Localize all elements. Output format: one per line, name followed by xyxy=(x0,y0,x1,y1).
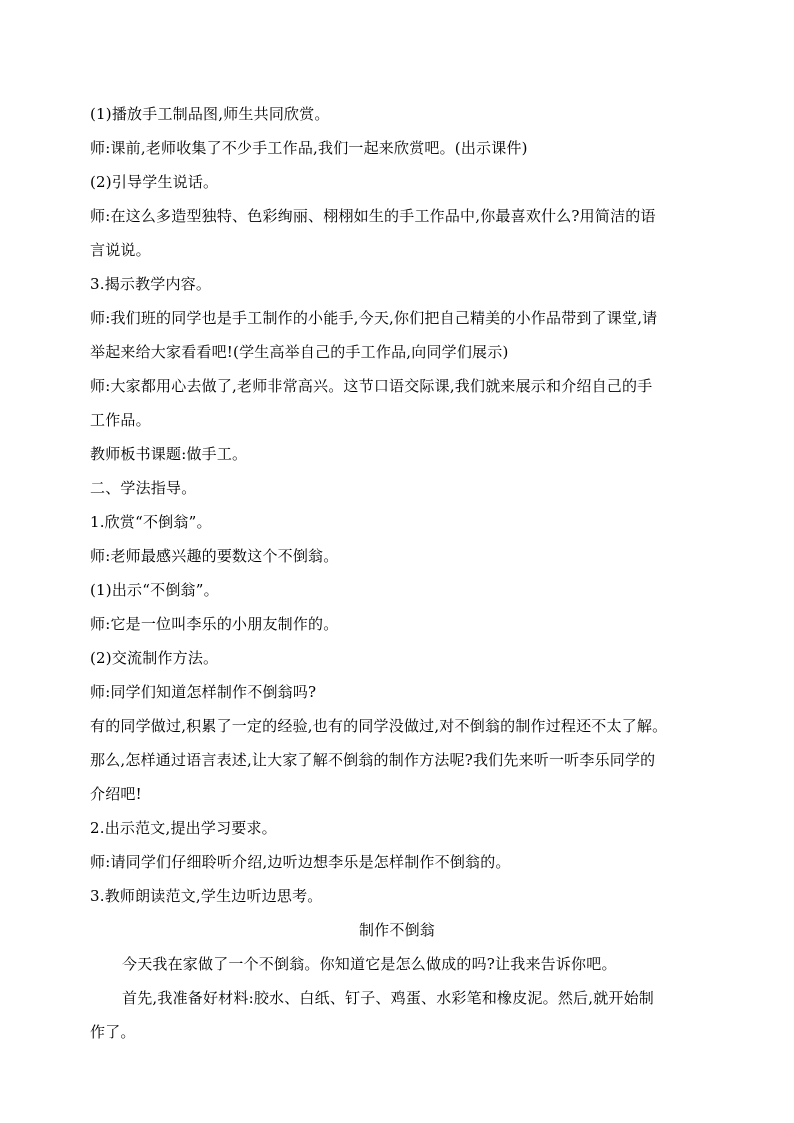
text-line: 言说说。 xyxy=(90,241,151,259)
text-line: 师:它是一位叫李乐的小朋友制作的。 xyxy=(90,615,339,633)
text-line: 师:在这么多造型独特、色彩绚丽、栩栩如生的手工作品中,你最喜欢什么?用简洁的语 xyxy=(90,207,656,225)
text-line: 师:课前,老师收集了不少手工作品,我们一起来欣赏吧。(出示课件) xyxy=(90,139,528,157)
text-line: 2.出示范文,提出学习要求。 xyxy=(90,819,277,837)
text-line: 师:我们班的同学也是手工制作的小能手,今天,你们把自己精美的小作品带到了课堂,请 xyxy=(90,309,658,327)
document-page xyxy=(90,97,704,1049)
text-line: 师:老师最感兴趣的要数这个不倒翁。 xyxy=(90,547,339,565)
text-line: 师:大家都用心去做了,老师非常高兴。这节口语交际课,我们就来展示和介绍自己的手 xyxy=(90,377,653,395)
text-line: (2)引导学生说话。 xyxy=(90,173,219,191)
text-line: 介绍吧! xyxy=(90,785,142,803)
essay-title: 制作不倒翁 xyxy=(358,921,435,939)
text-line: 那么,怎样通过语言表述,让大家了解不倒翁的制作方法呢?我们先来听一听李乐同学的 xyxy=(90,751,656,769)
essay-paragraph: 首先,我准备好材料:胶水、白纸、钉子、鸡蛋、水彩笔和橡皮泥。然后,就开始制 xyxy=(122,989,654,1007)
essay-paragraph: 今天我在家做了一个不倒翁。你知道它是怎么做成的吗?让我来告诉你吧。 xyxy=(122,955,617,973)
text-line: 工作品。 xyxy=(90,411,151,429)
essay-paragraph-continuation: 作了。 xyxy=(90,1023,136,1041)
text-line: 3.教师朗读范文,学生边听边思考。 xyxy=(90,887,323,905)
text-line: 1.欣赏“不倒翁”。 xyxy=(90,513,212,531)
text-line: 教师板书课题:做手工。 xyxy=(90,445,248,463)
text-line: (1)播放手工制品图,师生共同欣赏。 xyxy=(90,105,330,123)
text-line: (2)交流制作方法。 xyxy=(90,649,219,667)
text-line: 师:同学们知道怎样制作不倒翁吗? xyxy=(90,683,317,701)
text-line: 师:请同学们仔细聆听介绍,边听边想李乐是怎样制作不倒翁的。 xyxy=(90,853,511,871)
section-heading: 二、学法指导。 xyxy=(90,479,197,497)
text-line: 举起来给大家看看吧!(学生高举自己的手工作品,向同学们展示) xyxy=(90,343,509,361)
text-line: (1)出示“不倒翁”。 xyxy=(90,581,219,599)
text-line: 3.揭示教学内容。 xyxy=(90,275,212,293)
text-line: 有的同学做过,积累了一定的经验,也有的同学没做过,对不倒翁的制作过程还不太了解。 xyxy=(90,717,668,735)
